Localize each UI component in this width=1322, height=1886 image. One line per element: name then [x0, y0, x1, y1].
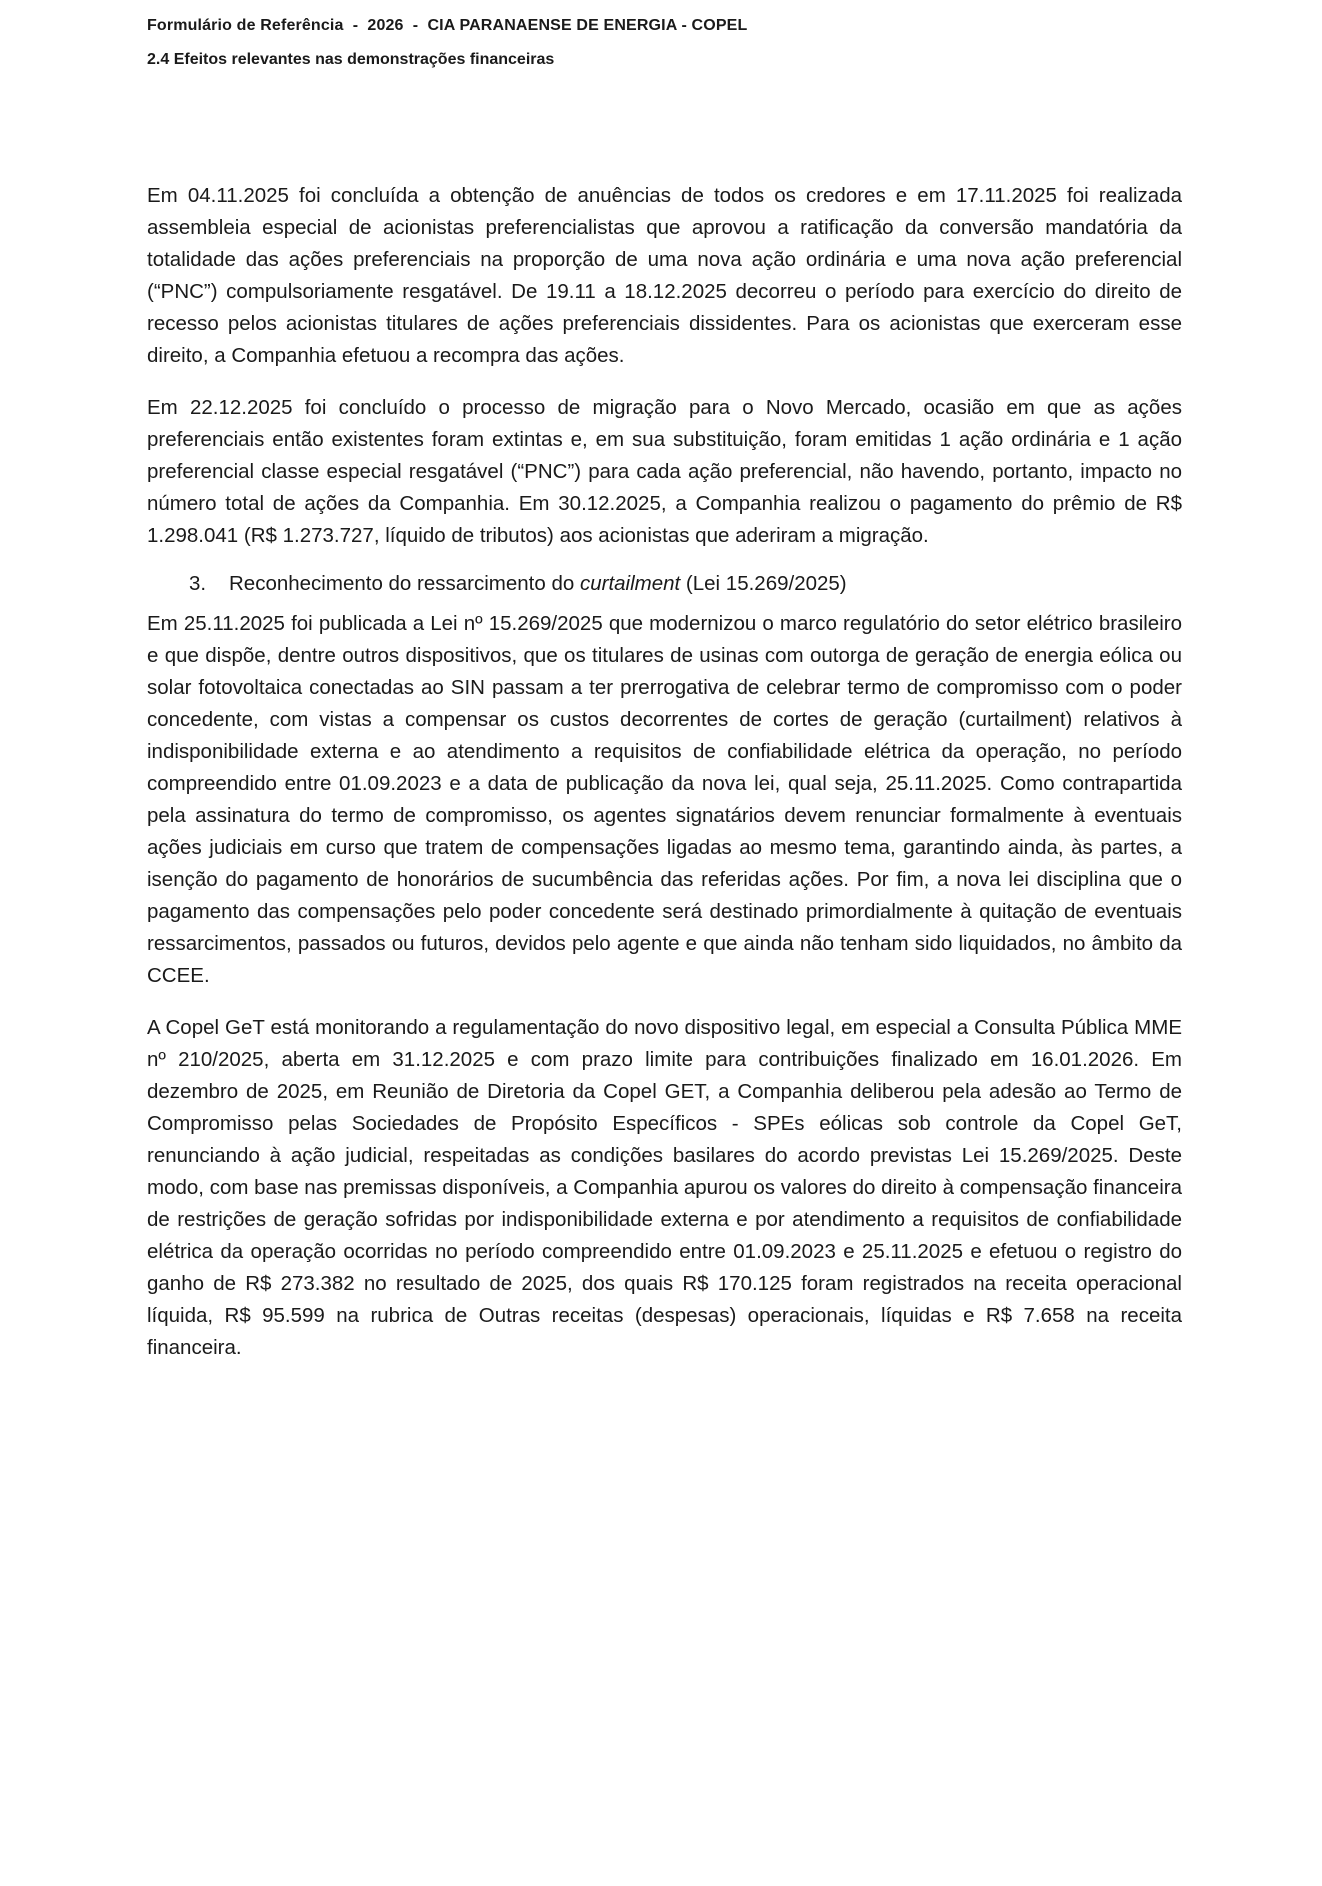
paragraph-copel-get-compensation: A Copel GeT está monitorando a regulamentação do novo dispositivo legal, em especial a Consulta Pública MME nº 210/2025, aberta em 31.12.2025 e com prazo limite para contribuições finalizado em 16.01.2026. Em dezembro de 2025, em Reunião de Diretoria da Copel GET, a Companhia deliberou pela adesão ao Termo de Compromisso pelas Sociedades de Propósito Específicos - SPEs eólicas sob controle da Copel GeT, renunciando à ação judicial, respeitadas as condições basilares do acordo previstas Lei 15.269/2025. Deste modo, com base nas premissas disponíveis, a Companhia apurou os valores do direito à compensação financeira de restrições de geração sofridas por indisponibilidade externa e por atendimento a requisitos de confiabilidade elétrica da operação ocorridas no período compreendido entre 01.09.2023 e 25.11.2025 e efetuou o registro do ganho de R$ 273.382 no resultado de 2025, dos quais R$ 170.125 foram registrados na receita operacional líquida, R$ 95.599 na rubrica de Outras receitas (despesas) operacionais, líquidas e R$ 7.658 na receita financeira.: [147, 1016, 1182, 1359]
section-title: [229, 568, 847, 600]
document-body: [147, 180, 1182, 1384]
paragraph-lei-15269: Em 25.11.2025 foi publicada a Lei nº 15.269/2025 que modernizou o marco regulatório do setor elétrico brasileiro e que dispõe, dentre outros dispositivos, que os titulares de usinas com outorga de geração de energia eólica ou solar fotovoltaica conectadas ao SIN passam a ter prerrogativa de celebrar termo de compromisso com o poder concedente, com vistas a compensar os custos decorrentes de cortes de geração (curtailment) relativos à indisponibilidade externa e ao atendimento a requisitos de confiabilidade elétrica da operação, no período compreendido entre 01.09.2023 e a data de publicação da nova lei, qual seja, 25.11.2025. Como contrapartida pela assinatura do termo de compromisso, os agentes signatários devem renunciar formalmente à eventuais ações judiciais em curso que tratem de compensações ligadas ao mesmo tema, garantindo ainda, às partes, a isenção do pagamento de honorários de sucumbência das referidas ações. Por fim, a nova lei disciplina que o pagamento das compensações pelo poder concedente será destinado primordialmente à quitação de eventuais ressarcimentos, passados ou futuros, devidos pelo agente e que ainda não tenham sido liquidados, no âmbito da CCEE.: [147, 612, 1182, 987]
section-heading-curtailment: [147, 568, 1182, 600]
paragraph-preferred-shares-conversion: Em 04.11.2025 foi concluída a obtenção de anuências de todos os credores e em 17.11.2025 foi realizada assembleia especial de acionistas preferencialistas que aprovou a ratificação da conversão mandatória da totalidade das ações preferenciais na proporção de uma nova ação ordinária e uma nova ação preferencial (“PNC”) compulsoriamente resgatável. De 19.11 a 18.12.2025 decorreu o período para exercício do direito de recesso pelos acionistas titulares de ações preferenciais dissidentes. Para os acionistas que exerceram esse direito, a Companhia efetuou a recompra das ações.: [147, 184, 1182, 367]
page-header: [147, 14, 1187, 72]
section-number: 3.: [189, 572, 207, 595]
section-title-start: Reconhecimento do ressarcimento do: [229, 572, 580, 595]
section-title-end: (Lei 15.269/2025): [680, 572, 847, 595]
document-title: Formulário de Referência - 2026 - CIA PARANAENSE DE ENERGIA - COPEL: [147, 17, 748, 34]
section-title-italic: curtailment: [579, 572, 681, 595]
section-subtitle: 2.4 Efeitos relevantes nas demonstrações financeiras: [147, 51, 555, 68]
paragraph-novo-mercado-migration: Em 22.12.2025 foi concluído o processo de migração para o Novo Mercado, ocasião em que as ações preferenciais então existentes foram extintas e, em sua substituição, foram emitidas 1 ação ordinária e 1 ação preferencial classe especial resgatável (“PNC”) para cada ação preferencial, não havendo, portanto, impacto no número total de ações da Companhia. Em 30.12.2025, a Companhia realizou o pagamento do prêmio de R$ 1.298.041 (R$ 1.273.727, líquido de tributos) aos acionistas que aderiram a migração.: [147, 396, 1182, 547]
